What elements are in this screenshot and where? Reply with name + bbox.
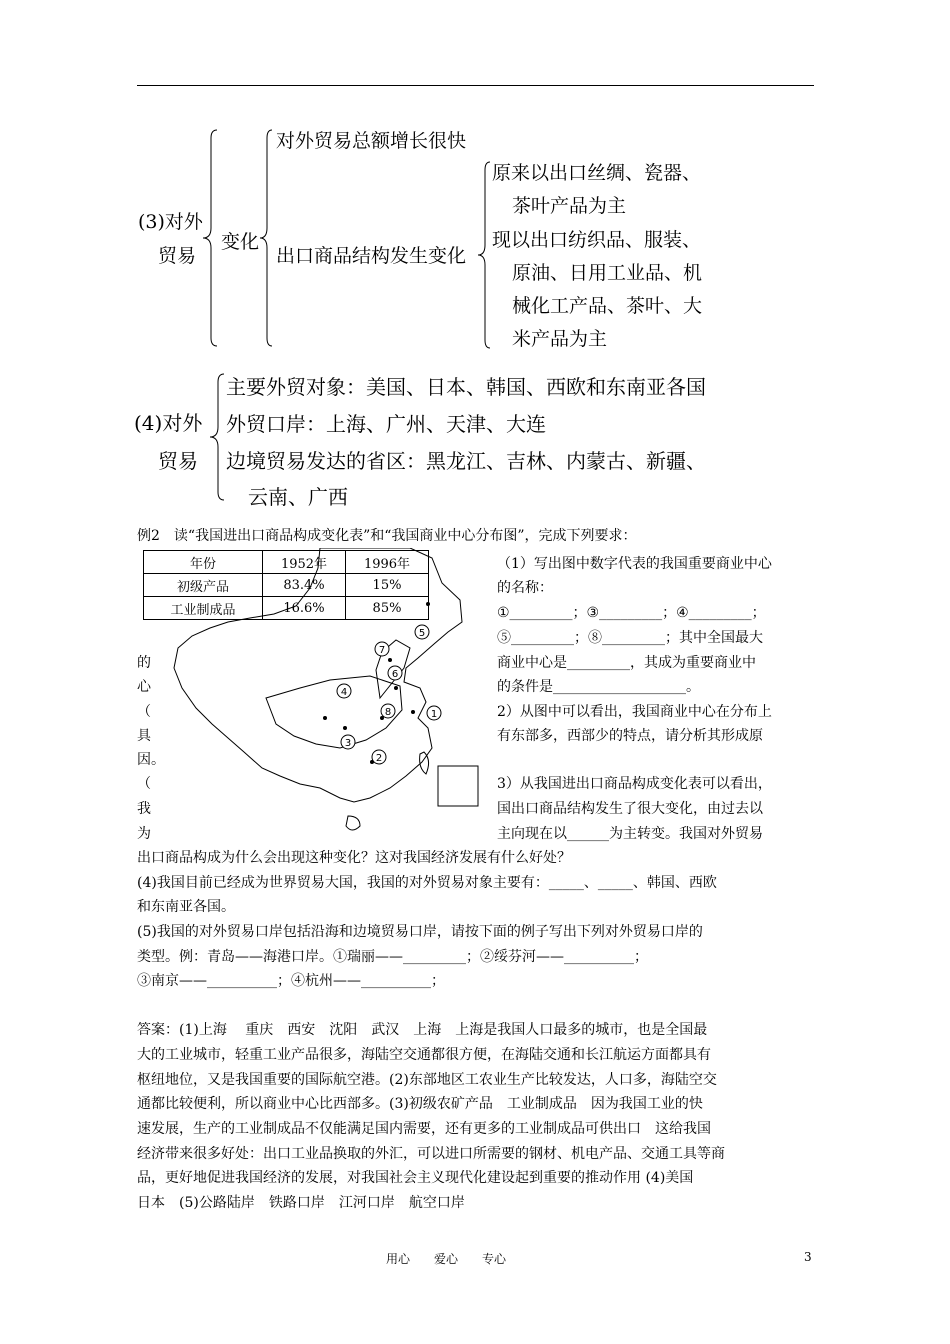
marker-3: 3 <box>344 738 352 749</box>
right-line-9: 3）从我国进出口商品构成变化表可以看出， <box>497 776 772 792</box>
table-cell: 工业制成品 <box>144 597 263 620</box>
right-line-4: 商业中心是_________，其成为重要商业中 <box>497 655 756 671</box>
right-line-1: 的名称： <box>497 580 553 596</box>
table-header: 1952年 <box>263 551 346 574</box>
marker-5: 5 <box>418 628 426 639</box>
left-frag-3: 具 <box>137 728 151 744</box>
table-header: 1996年 <box>346 551 429 574</box>
example-heading: 例2 读“我国进出口商品构成变化表”和“我国商业中心分布图”，完成下列要求： <box>137 528 637 544</box>
map-dot <box>394 686 398 690</box>
answer-line-3: 通都比较便利，所以商业中心比西部多。(3)初级农矿产品 工业制成品 因为我国工业的快 <box>137 1096 703 1112</box>
section4-label-2: 贸易 <box>158 449 198 473</box>
section3-label-1: (3)对外 <box>138 211 203 233</box>
section3-label-2: 贸易 <box>158 245 197 267</box>
section3-sub-2: 现以出口纺织品、服装、 <box>492 229 702 251</box>
section3-branch2: 出口商品结构发生变化 <box>276 245 467 267</box>
right-line-2: ①_________；③_________；④_________； <box>497 605 766 621</box>
answer-line-4: 速发展，生产的工业制成品不仅能满足国内需要，还有更多的工业制成品可供出口 这给我国 <box>137 1121 711 1137</box>
page-number: 3 <box>804 1250 812 1264</box>
right-line-5: 的条件是___________________。 <box>497 679 700 695</box>
right-line-10: 国出口商品结构发生了很大变化，由过去以 <box>497 801 763 817</box>
left-frag-6: 我 <box>137 801 151 817</box>
right-line-3: ⑤_________；⑧_________；其中全国最大 <box>497 630 763 646</box>
table-cell: 16.6% <box>263 597 346 620</box>
section3-sub-3: 原油、日用工业品、机 <box>512 262 703 284</box>
table-header-row <box>144 551 429 574</box>
left-frag-7: 为 <box>137 826 151 842</box>
map-dot <box>411 710 415 714</box>
table-cell: 85% <box>346 597 429 620</box>
marker-8: 8 <box>384 707 392 718</box>
section4-line-0: 主要外贸对象：美国、日本、韩国、西欧和东南亚各国 <box>226 375 706 399</box>
table-cell: 初级产品 <box>144 574 263 597</box>
full-line-4: 类型。例：青岛——海港口岸。①瑞丽——_________；②绥芬河——__________； <box>137 949 648 965</box>
answer-line-0: 答案：(1)上海 重庆 西安 沈阳 武汉 上海 上海是我国人口最多的城市，也是全国最 <box>137 1022 708 1038</box>
table-header: 年份 <box>144 551 263 574</box>
section3-sub-4: 械化工产品、茶叶、大 <box>512 295 703 317</box>
section3-sub-1: 茶叶产品为主 <box>512 195 627 217</box>
section3-level1: 变化 <box>221 231 260 253</box>
full-line-3: (5)我国的对外贸易口岸包括沿海和边境贸易口岸，请按下面的例子写出下列对外贸易口岸的 <box>137 924 703 940</box>
full-line-0: 出口商品构成为什么会出现这种变化？这对我国经济发展有什么好处？ <box>137 850 571 866</box>
trade-table <box>143 550 429 620</box>
footer-motto: 用心 爱心 专心 <box>386 1252 507 1266</box>
brace-icon <box>207 372 227 502</box>
full-line-2: 和东南亚各国。 <box>137 899 235 915</box>
marker-1: 1 <box>430 709 438 720</box>
left-frag-1: 心 <box>137 679 151 695</box>
table-row <box>144 574 429 597</box>
hainan-outline <box>346 816 360 830</box>
right-line-7: 有东部多，西部少的特点，请分析其形成原 <box>497 728 763 744</box>
marker-7: 7 <box>378 645 386 656</box>
left-frag-5: （ <box>137 776 151 792</box>
table-cell: 83.4% <box>263 574 346 597</box>
inset-frame <box>438 766 478 806</box>
right-line-11: 主向现在以______为主转变。我国对外贸易 <box>497 826 763 842</box>
section3-sub-0: 原来以出口丝绸、瓷器、 <box>492 162 702 184</box>
left-frag-4: 因。 <box>137 752 165 768</box>
section3-sub-5: 米产品为主 <box>512 328 608 350</box>
brace-icon <box>476 160 492 350</box>
answer-line-7: 日本 (5)公路陆岸 铁路口岸 江河口岸 航空口岸 <box>137 1195 465 1211</box>
section3-branch1: 对外贸易总额增长很快 <box>276 130 467 152</box>
marker-2: 2 <box>375 753 383 764</box>
answer-line-1: 大的工业城市，轻重工业产品很多，海陆空交通都很方便，在海陆交通和长江航运方面都具有 <box>137 1047 711 1063</box>
left-frag-2: （ <box>137 704 151 720</box>
table-row <box>144 597 429 620</box>
map-dot <box>343 726 347 730</box>
left-frag-0: 的 <box>137 655 151 671</box>
answer-line-2: 枢纽地位，又是我国重要的国际航空港。(2)东部地区工农业生产比较发达，人口多，海陆空交 <box>137 1072 717 1088</box>
answer-line-6: 品，更好地促进我国经济的发展，对我国社会主义现代化建设起到重要的推动作用 (4)美国 <box>137 1170 694 1186</box>
section4-line-2: 边境贸易发达的省区：黑龙江、吉林、内蒙古、新疆、 <box>226 449 706 473</box>
table-cell: 15% <box>346 574 429 597</box>
answer-line-5: 经济带来很多好处：出口工业品换取的外汇，可以进口所需要的钢材、机电产品、交通工具等商 <box>137 1146 725 1162</box>
marker-6: 6 <box>391 669 399 680</box>
header-rule <box>137 85 814 86</box>
right-line-0: （1）写出图中数字代表的我国重要商业中心 <box>497 556 772 572</box>
section4-label-1: (4)对外 <box>134 411 203 435</box>
full-line-5: ③南京——__________；④杭州——__________； <box>137 973 445 989</box>
map-dot <box>388 658 392 662</box>
map-dot <box>323 716 327 720</box>
right-line-6: 2）从图中可以看出，我国商业中心在分布上 <box>497 704 772 720</box>
marker-4: 4 <box>340 687 348 698</box>
section4-line-3: 云南、广西 <box>248 485 348 509</box>
section4-line-1: 外贸口岸：上海、广州、天津、大连 <box>226 412 546 436</box>
brace-icon <box>200 128 220 348</box>
full-line-1: (4)我国目前已经成为世界贸易大国，我国的对外贸易对象主要有：_____、_____、韩国、西欧 <box>137 875 717 891</box>
brace-icon <box>258 128 274 348</box>
